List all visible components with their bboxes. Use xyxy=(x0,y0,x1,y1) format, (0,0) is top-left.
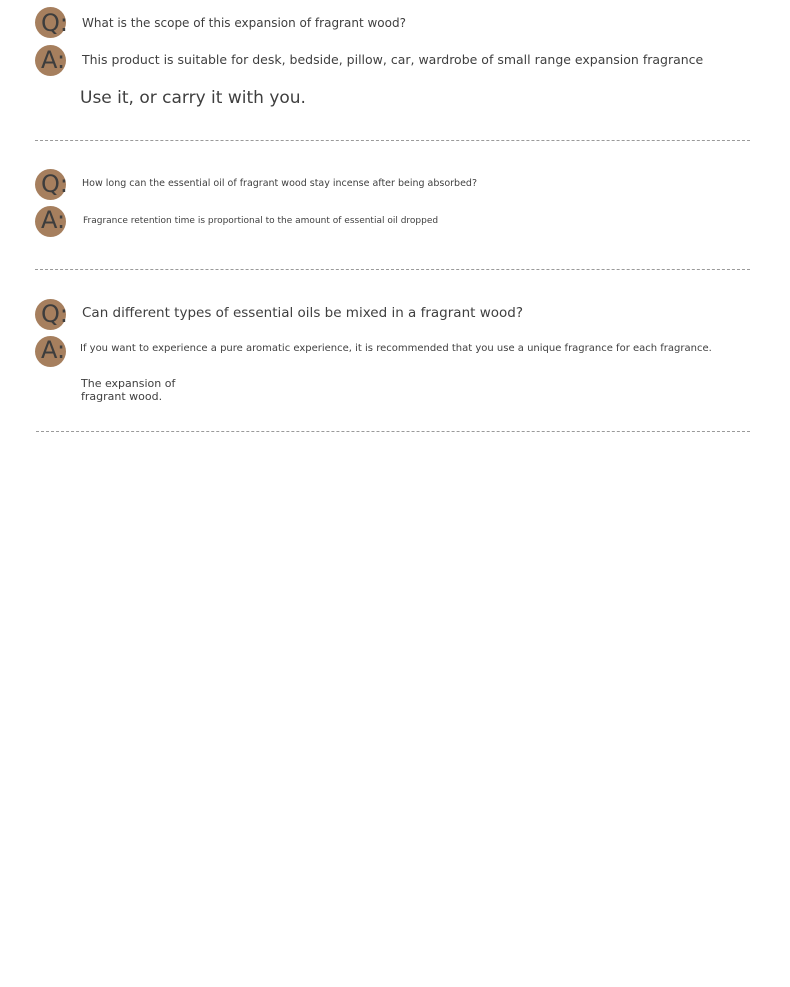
answer-marker: A: xyxy=(41,206,66,234)
section-divider xyxy=(35,269,750,270)
question-marker: Q: xyxy=(41,300,68,328)
question-text: How long can the essential oil of fragrant wood stay incense after being absorbed? xyxy=(82,178,477,189)
answer-text: Fragrance retention time is proportional to the amount of essential oil dropped xyxy=(83,216,439,226)
answer-marker: A: xyxy=(41,336,66,364)
question-text: Can different types of essential oils be mixed in a fragrant wood? xyxy=(82,305,524,321)
question-marker: Q: xyxy=(41,170,68,198)
answer-marker: A: xyxy=(41,46,66,74)
answer-text: This product is suitable for desk, bedside, pillow, car, wardrobe of small range expansion fragrance xyxy=(82,52,704,67)
section-divider xyxy=(36,431,750,432)
question-text: What is the scope of this expansion of fragrant wood? xyxy=(82,16,406,30)
question-marker: Q: xyxy=(41,9,68,37)
answer-text: If you want to experience a pure aromatic experience, it is recommended that you use a unique fragrance for each fragrance. xyxy=(80,343,712,354)
answer-extra-text: Use it, or carry it with you. xyxy=(80,88,306,108)
answer-extra-line-2: fragrant wood. xyxy=(81,390,163,403)
answer-extra-line-1: The expansion of xyxy=(81,377,176,390)
section-divider xyxy=(35,140,750,141)
